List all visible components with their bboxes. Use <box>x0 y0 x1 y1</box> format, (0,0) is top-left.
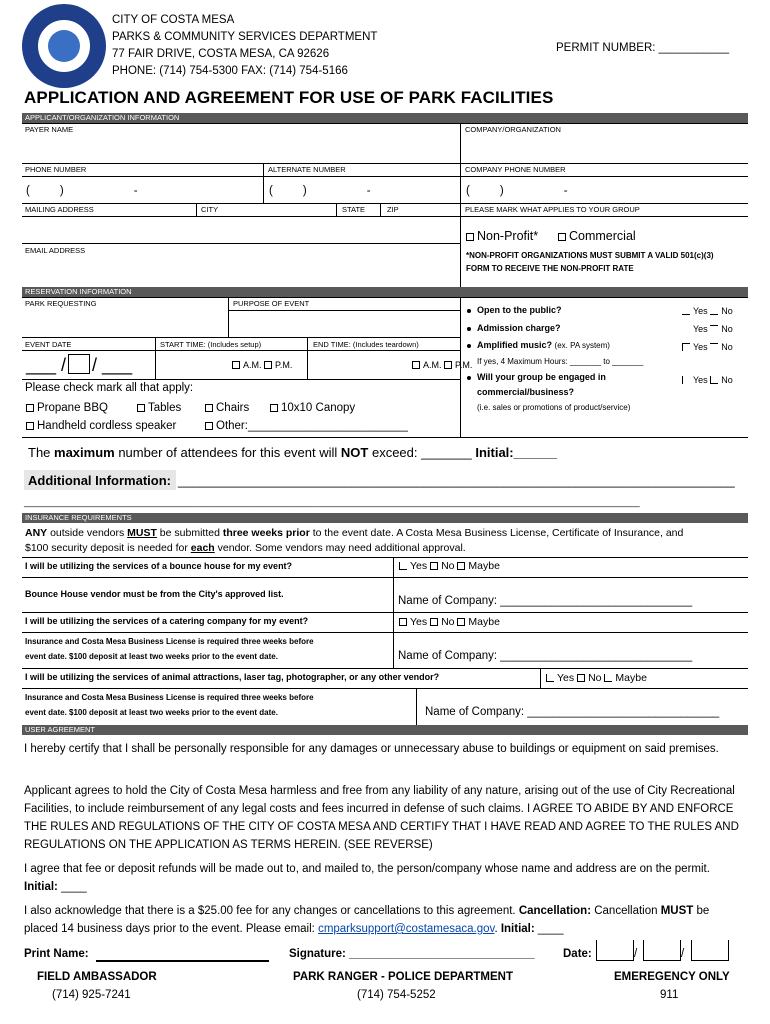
alt-number-label: ALTERNATE NUMBER <box>268 165 346 174</box>
p4-cancellation: Cancellation: <box>518 905 592 917</box>
bounce-no-checkbox[interactable] <box>430 562 438 570</box>
bounce-yes-checkbox[interactable] <box>399 562 407 570</box>
catering-maybe-checkbox[interactable] <box>457 618 465 626</box>
item-tables[interactable] <box>137 401 181 415</box>
animal-company-field[interactable]: Name of Company: ______________________________ <box>425 706 720 718</box>
animal-yes-checkbox[interactable] <box>546 674 554 682</box>
company-phone-label: COMPANY PHONE NUMBER <box>465 165 566 174</box>
mailing-label: MAILING ADDRESS <box>25 205 94 214</box>
event-date-label: EVENT DATE <box>25 340 72 349</box>
no-text: No <box>721 342 733 352</box>
contact-emergency-phone: 911 <box>660 989 679 1001</box>
paren-close: ) <box>302 185 307 197</box>
commercial-text: Commercial <box>569 229 636 243</box>
speaker-text: Handheld cordless speaker <box>37 420 177 432</box>
p4-text-a: I also acknowledge that there is a $25.00 fee for any changes or cancellations to this agreement. <box>24 905 519 917</box>
intro-c: be submitted <box>156 527 223 539</box>
phone-input[interactable] <box>26 184 138 198</box>
public-yes-checkbox[interactable] <box>682 307 690 315</box>
maybe-text: Maybe <box>615 672 647 684</box>
yes-text: Yes <box>693 306 708 316</box>
city-seal-logo <box>22 4 106 88</box>
tables-text: Tables <box>148 402 182 414</box>
alt-number-input[interactable] <box>269 184 371 198</box>
attendees-not: NOT <box>340 445 369 460</box>
chairs-text: Chairs <box>216 402 250 414</box>
catering-note-2: event date. $100 deposit at least two weeks prior to the event date. <box>25 652 278 661</box>
event-date-input[interactable]: ___ / / ___ <box>26 355 133 375</box>
q-hours: If yes, 4 Maximum Hours: _______ to _______ <box>477 357 644 366</box>
propane-text: Propane BBQ <box>37 402 108 414</box>
p4-initial: Initial: <box>500 923 535 935</box>
section-applicant-header: APPLICANT/ORGANIZATION INFORMATION <box>22 113 748 123</box>
other-checkbox[interactable] <box>205 422 213 430</box>
item-propane[interactable] <box>26 401 108 415</box>
commercial-no-checkbox[interactable] <box>710 376 718 384</box>
catering-company-field[interactable]: Name of Company: ______________________________ <box>398 650 693 662</box>
additional-line-1[interactable]: _____________________________________________________________________________ <box>178 473 735 488</box>
q-public: Open to the public? <box>477 305 562 315</box>
p4-text-c: be placed 14 business days prior to the event. Please email: <box>24 905 710 935</box>
paren-open: ( <box>269 185 273 197</box>
attendees-post: exceed: _______ <box>368 445 476 460</box>
date-label: Date: <box>563 948 592 960</box>
no-text: No <box>588 672 602 684</box>
bounce-company-field[interactable]: Name of Company: ______________________________ <box>398 595 693 607</box>
paren-open: ( <box>466 185 470 197</box>
contact-emergency-title: EMEREGENCY ONLY <box>614 971 730 983</box>
paren-open: ( <box>26 185 30 197</box>
animal-note-1: Insurance and Costa Mesa Business License is required three weeks before <box>25 693 314 702</box>
start-am-checkbox[interactable] <box>232 361 240 369</box>
p3-initial: Initial: <box>24 881 58 893</box>
music-no-checkbox[interactable] <box>710 343 718 351</box>
signature-field[interactable]: Signature: _____________________________ <box>289 948 535 960</box>
dash: - <box>366 185 371 197</box>
company-label: COMPANY/ORGANIZATION <box>465 125 561 134</box>
support-email-link[interactable]: cmparksupport@costamesaca.gov <box>318 923 495 935</box>
purpose-label: PURPOSE OF EVENT <box>233 299 310 308</box>
no-text: No <box>441 560 455 572</box>
commercial-yes-checkbox[interactable] <box>682 376 690 384</box>
item-speaker[interactable] <box>26 419 176 433</box>
catering-note-1: Insurance and Costa Mesa Business License is required three weeks before <box>25 637 314 646</box>
bounce-note: Bounce House vendor must be from the City's approved list. <box>25 589 284 599</box>
item-canopy[interactable] <box>270 401 355 415</box>
section-insurance-header: INSURANCE REQUIREMENTS <box>22 513 748 523</box>
attendees-pre: The <box>28 445 55 460</box>
org-line-1: CITY OF COSTA MESA <box>112 14 235 26</box>
print-name-input[interactable] <box>96 940 269 962</box>
item-other[interactable] <box>205 419 408 433</box>
music-yes-checkbox[interactable] <box>682 343 690 351</box>
am-text: A.M. <box>243 360 262 370</box>
date-day-input[interactable] <box>643 940 681 961</box>
date-year-input[interactable] <box>691 940 729 961</box>
music-yes-no[interactable] <box>682 342 733 353</box>
admission-no-checkbox[interactable] <box>710 325 718 333</box>
intro2-a: $100 security deposit is needed for <box>25 542 191 554</box>
pm-text: P.M. <box>455 360 473 370</box>
canopy-text: 10x10 Canopy <box>281 402 356 414</box>
nonprofit-note-line1: *NON-PROFIT ORGANIZATIONS MUST SUBMIT A VALID 501(c)(3) <box>466 251 714 260</box>
city-label: CITY <box>201 205 219 214</box>
org-address-block <box>112 12 377 80</box>
bounce-question: I will be utilizing the services of a bounce house for my event? <box>25 561 293 571</box>
p4-blank[interactable]: ____ <box>534 923 564 935</box>
payer-name-label: PAYER NAME <box>25 125 74 134</box>
yes-text: Yes <box>557 672 575 684</box>
park-input[interactable] <box>22 310 227 337</box>
tables-checkbox[interactable] <box>137 404 145 412</box>
contact-field-ambassador-title: FIELD AMBASSADOR <box>37 971 157 983</box>
animal-options[interactable] <box>546 672 647 685</box>
intro-d: to the event date. A Costa Mesa Business License, Certificate of Insurance, and <box>309 527 684 539</box>
date-month-input[interactable] <box>596 940 634 961</box>
admission-yes-no[interactable] <box>682 324 733 335</box>
no-text: No <box>721 324 733 334</box>
nonprofit-note-line2: FORM TO RECEIVE THE NON-PROFIT RATE <box>466 264 634 273</box>
dash: - <box>563 185 568 197</box>
end-ampm[interactable] <box>412 360 472 371</box>
company-phone-input[interactable] <box>466 184 568 198</box>
start-pm-checkbox[interactable] <box>264 361 272 369</box>
contact-park-ranger-title: PARK RANGER - POLICE DEPARTMENT <box>293 971 513 983</box>
agreement-paragraph-4 <box>24 902 746 938</box>
intro2-each: each <box>190 542 215 554</box>
pm-text: P.M. <box>275 360 293 370</box>
canopy-checkbox[interactable] <box>270 404 278 412</box>
chairs-checkbox[interactable] <box>205 404 213 412</box>
org-line-3: 77 FAIR DRIVE, COSTA MESA, CA 92626 <box>112 48 330 60</box>
no-text: No <box>721 306 733 316</box>
agreement-paragraph-3 <box>24 860 746 896</box>
q-commercial-2: commercial/business? <box>477 387 575 397</box>
catering-options[interactable] <box>399 616 500 629</box>
no-text: No <box>721 375 733 385</box>
animal-note-2: event date. $100 deposit at least two weeks prior to the event date. <box>25 708 278 717</box>
org-line-4: PHONE: (714) 754-5300 FAX: (714) 754-5166 <box>112 65 348 77</box>
nonprofit-option[interactable] <box>466 229 538 243</box>
mailing-address-input[interactable] <box>22 217 459 242</box>
print-name-label: Print Name: <box>24 948 89 960</box>
propane-checkbox[interactable] <box>26 404 34 412</box>
other-text: Other:_________________________ <box>216 420 408 432</box>
intro-b: outside vendors <box>47 527 128 539</box>
p4-text-d: . <box>494 923 501 935</box>
park-label: PARK REQUESTING <box>25 299 97 308</box>
insurance-intro-1 <box>25 527 683 540</box>
yes-text: Yes <box>410 560 428 572</box>
q-music-example: (ex. PA system) <box>554 341 610 350</box>
p4-must: MUST <box>660 905 694 917</box>
q-admission: Admission charge? <box>477 323 561 333</box>
admission-yes-checkbox[interactable] <box>682 325 690 333</box>
permit-number-field[interactable]: PERMIT NUMBER: ___________ <box>556 42 730 54</box>
end-time-label: END TIME: (Includes teardown) <box>313 340 419 349</box>
public-yes-no[interactable] <box>682 306 733 317</box>
maybe-text: Maybe <box>468 560 500 572</box>
commercial-option[interactable] <box>558 229 636 243</box>
p3-text: I agree that fee or deposit refunds will be made out to, and mailed to, the person/company whose name and address are on the permit. <box>24 863 710 875</box>
maybe-text: Maybe <box>468 616 500 628</box>
paren-close: ) <box>59 185 64 197</box>
date-sep-1: / <box>634 948 638 960</box>
animal-maybe-checkbox[interactable] <box>604 674 612 682</box>
seal-emblem <box>48 30 80 62</box>
org-line-2: PARKS & COMMUNITY SERVICES DEPARTMENT <box>112 31 378 43</box>
no-text: No <box>441 616 455 628</box>
dash: - <box>133 185 138 197</box>
nonprofit-checkbox[interactable] <box>466 233 474 241</box>
contact-field-ambassador-phone: (714) 925-7241 <box>52 989 131 1001</box>
paren-close: ) <box>499 185 504 197</box>
yes-text: Yes <box>693 375 708 385</box>
payer-name-input[interactable] <box>22 134 459 162</box>
additional-label: Additional Information: <box>28 473 171 488</box>
agreement-paragraph-1: I hereby certify that I shall be personally responsible for any damages or unnecessary abuse to buildings or equipment on said premises. <box>24 743 719 755</box>
animal-no-checkbox[interactable] <box>577 674 585 682</box>
commercial-yes-no[interactable] <box>682 375 733 386</box>
group-label: PLEASE MARK WHAT APPLIES TO YOUR GROUP <box>465 205 640 214</box>
contact-park-ranger-phone: (714) 754-5252 <box>357 989 436 1001</box>
p3-blank[interactable]: ____ <box>57 881 87 893</box>
speaker-checkbox[interactable] <box>26 422 34 430</box>
yes-text: Yes <box>693 324 708 334</box>
date-sep-2: / <box>681 948 685 960</box>
insurance-intro-2 <box>25 542 466 555</box>
start-time-label: START TIME: (Includes setup) <box>160 340 262 349</box>
end-pm-checkbox[interactable] <box>444 361 452 369</box>
bounce-options[interactable] <box>399 560 500 573</box>
catering-yes-checkbox[interactable] <box>399 618 407 626</box>
email-label: EMAIL ADDRESS <box>25 246 86 255</box>
end-am-checkbox[interactable] <box>412 361 420 369</box>
attendees-mid: number of attendees for this event will <box>114 445 341 460</box>
start-ampm[interactable] <box>232 360 292 371</box>
zip-label: ZIP <box>387 205 399 214</box>
nonprofit-text: Non-Profit* <box>477 229 539 243</box>
form-title: APPLICATION AND AGREEMENT FOR USE OF PARK FACILITIES <box>24 88 554 107</box>
item-chairs[interactable] <box>205 401 249 415</box>
intro-three-weeks: three weeks prior <box>222 527 310 539</box>
am-text: A.M. <box>423 360 442 370</box>
q-commercial-example: (i.e. sales or promotions of product/service) <box>477 403 631 412</box>
intro-any: ANY <box>25 527 48 539</box>
company-input[interactable] <box>462 134 748 162</box>
commercial-checkbox[interactable] <box>558 233 566 241</box>
phone-label: PHONE NUMBER <box>25 165 87 174</box>
state-label: STATE <box>342 205 366 214</box>
attendees-initial: Initial:______ <box>475 445 557 460</box>
email-input[interactable] <box>22 256 459 286</box>
public-no-checkbox[interactable] <box>710 307 718 315</box>
yes-text: Yes <box>693 342 708 352</box>
catering-no-checkbox[interactable] <box>430 618 438 626</box>
intro2-b: vendor. Some vendors may need additional approval. <box>214 542 466 554</box>
seal-center <box>36 18 92 74</box>
purpose-input[interactable] <box>229 311 459 337</box>
catering-question: I will be utilizing the services of a catering company for my event? <box>25 616 309 626</box>
additional-line-2[interactable]: ___________________________________________________________________________________________________________________________ <box>24 497 640 507</box>
checkmark-prompt: Please check mark all that apply: <box>25 382 194 394</box>
yes-text: Yes <box>410 616 428 628</box>
animal-question: I will be utilizing the services of animal attractions, laser tag, photographer, or any other vendor? <box>25 672 440 682</box>
bounce-maybe-checkbox[interactable] <box>457 562 465 570</box>
q-music-text: Amplified music? <box>477 340 553 350</box>
section-agreement-header: USER AGREEMENT <box>22 725 748 735</box>
attendees-max: maximum <box>54 445 115 460</box>
intro-must: MUST <box>127 527 157 539</box>
q-music <box>477 340 610 351</box>
agreement-paragraph-2: Applicant agrees to hold the City of Costa Mesa harmless and free from any liability of any nature, arising out of the use of City Recreational Facilities, to include reimbursement of any legal costs and fees incurred in defense of such claims. I AGREE TO ABIDE BY AND ENFORCE THE RULES AND REGULATIONS OF THE CITY OF COSTA MESA AND CERTIFY THAT I HAVE READ AND AGREE TO THE RULES AND REGULATIONS ON THE APPLICATION AS TERMS HEREIN. (SEE REVERSE) <box>24 785 739 851</box>
q-commercial-1: Will your group be engaged in <box>477 372 606 382</box>
section-reservation-header: RESERVATION INFORMATION <box>22 287 748 297</box>
p4-text-b: Cancellation <box>591 905 661 917</box>
attendees-line[interactable] <box>28 445 557 461</box>
